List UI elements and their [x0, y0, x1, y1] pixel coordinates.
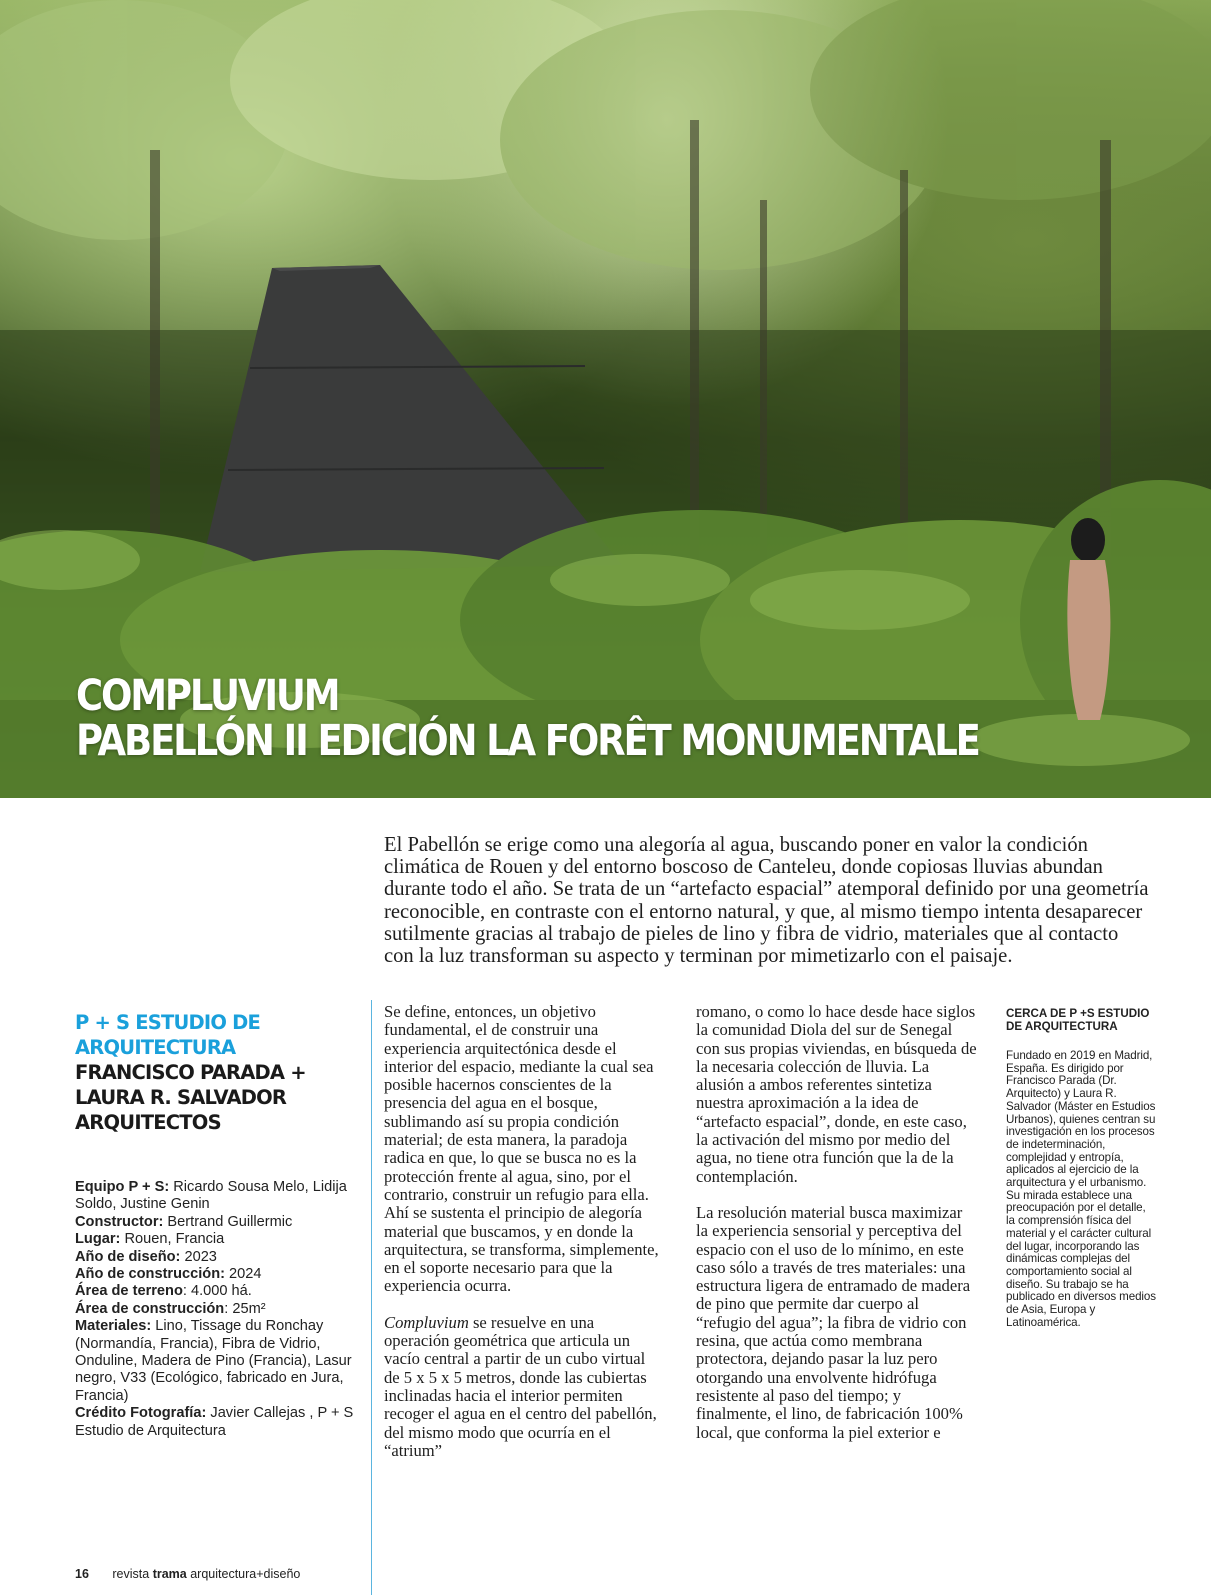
magazine-suffix: arquitectura+diseño	[190, 1567, 301, 1581]
credit-value: 2024	[225, 1266, 262, 1283]
credit-value: Rouen, Francia	[120, 1231, 225, 1248]
body-column-1	[384, 1003, 660, 1478]
credit-label: Lugar:	[75, 1231, 121, 1248]
credit-label: Equipo P + S:	[75, 1179, 170, 1195]
credit-value: Javier Callejas , P + S Estudio de Arquitectura	[75, 1405, 354, 1439]
page-footer	[75, 1567, 300, 1581]
title-line-2: PABELLÓN II EDICIÓN LA FORÊT MONUMENTALE	[76, 716, 979, 766]
credit-label: Año de construcción:	[75, 1266, 225, 1283]
intro-paragraph: El Pabellón se erige como una alegoría al agua, buscando poner en valor la condición climática de Rouen y del entorno boscoso de Canteleu, donde copiosas lluvias abundan durante todo el año. Se trata de un “artefacto espacial” atemporal definido por una geometría reconocible, en contraste con el entorno natural, y que, al mismo tiempo intenta desaparecer sutilmente gracias al trabajo de pieles de lino y fibra de vidrio, materiales que al contacto con la luz transforman su aspecto y terminan por mimetizarlo con el paisaje.	[384, 834, 1149, 968]
credit-row	[75, 1266, 365, 1283]
page-number: 16	[75, 1567, 89, 1581]
credit-value: Lino, Tissage du Ronchay (Normandía, Francia), Fibra de Vidrio, Onduline, Madera de Pino (Francia), Lasur negro, V33 (Ecológico, fabricado en Jura, Francia)	[75, 1318, 352, 1404]
article-title	[76, 671, 979, 766]
body-paragraph: Se define, entonces, un objetivo fundamental, el de construir una experiencia arquitectónica desde el interior del espacio, mediante la cual sea posible hacernos conscientes de la presencia del agua en el bosque, sublimando así su propia condición material; de esta manera, la paradoja radica en que, lo que se busca no es la protección frente al agua, sino, por el contrario, construir un refugio para ella. Ahí se sustenta el principio de alegoría material que buscamos, y en donde la arquitectura, se transforma, simplemente, en el soporte necesario para que la experiencia ocurra.	[384, 1002, 659, 1296]
credit-value: Ricardo Sousa Melo, Lidija Soldo, Justine Genin	[75, 1179, 347, 1213]
body-column-2	[696, 1003, 978, 1460]
title-line-1: COMPLUVIUM	[76, 671, 339, 721]
architects-name: FRANCISCO PARADA + LAURA R. SALVADOR ARQUITECTOS	[75, 1061, 306, 1134]
credit-row	[75, 1179, 365, 1214]
credit-label: Año de diseño:	[75, 1248, 181, 1265]
credit-value: 2023	[180, 1248, 217, 1265]
credit-value: Bertrand Guillermic	[163, 1213, 293, 1230]
credit-label: Materiales:	[75, 1318, 152, 1335]
studio-name: P + S ESTUDIO DE ARQUITECTURA	[75, 1011, 261, 1059]
credit-row	[75, 1249, 365, 1266]
bio-title: CERCA DE P +S ESTUDIO DE ARQUITECTURA	[1006, 1007, 1150, 1033]
credit-row	[75, 1283, 365, 1300]
project-sidebar	[75, 1010, 365, 1440]
credit-row	[75, 1405, 365, 1440]
credit-row	[75, 1231, 365, 1248]
credit-label: Constructor:	[75, 1213, 164, 1230]
credit-label: Crédito Fotografía:	[75, 1405, 207, 1422]
credit-label: Área de construcción	[75, 1300, 225, 1317]
studio-bio	[1006, 1008, 1156, 1329]
column-divider	[371, 1000, 372, 1595]
italic-project-name: Compluvium	[384, 1312, 469, 1332]
body-paragraph: La resolución material busca maximizar la experiencia sensorial y perceptiva del espacio con el uso de lo mínimo, en este caso sólo a través de tres materiales: una estructura ligera de entramado de madera de pino que permite dar cuerpo al “refugio del agua”; la fibra de vidrio con resina, que actúa como membrana protectora, dejando pasar la luz pero otorgando una envolvente hidrófuga resistente al paso del tiempo; y finalmente, el lino, de fabricación 100% local, que conforma la piel exterior e	[696, 1202, 971, 1442]
credit-row	[75, 1214, 365, 1231]
project-credits	[75, 1179, 365, 1440]
bio-text: Fundado en 2019 en Madrid, España. Es dirigido por Francisco Parada (Dr. Arquitecto) y Laura R. Salvador (Máster en Estudios Urbanos), quienes centran su investigación en los procesos de indeterminación, complejidad y entropía, aplicados al ejercicio de la arquitectura y el urbanismo. Su mirada establece una preocupación por el detalle, la comprensión física del material y el carácter cultural del lugar, incorporando las dinámicas complejas del comportamiento social al diseño. Su trabajo se ha publicado en diversos medios de Asia, Europa y Latinoamérica.	[1006, 1049, 1156, 1329]
credit-row	[75, 1318, 365, 1405]
magazine-prefix: revista	[112, 1567, 150, 1581]
body-paragraph: romano, o como lo hace desde hace siglos la comunidad Diola del sur de Senegal con sus propias viviendas, en búsqueda de la necesaria colección de lluvia. La alusión a ambos referentes sintetiza nuestra aproximación a la idea de “artefacto espacial”, donde, en este caso, la activación del mismo por medio del agua, no tiene otra función que la de la contemplación.	[696, 1002, 977, 1186]
body-paragraph	[384, 1314, 660, 1460]
credit-value: : 25m²	[224, 1300, 266, 1317]
body-text: se resuelve en una operación geométrica que articula un vacío central a partir de un cubo virtual de 5 x 5 x 5 metros, donde las cubiertas inclinadas hacia el interior permiten recoger el agua en el centro del pabellón, del mismo modo que ocurría en el “atrium”	[384, 1312, 657, 1460]
magazine-name: trama	[152, 1567, 187, 1581]
credit-row	[75, 1301, 365, 1318]
credit-value: : 4.000 há.	[182, 1283, 252, 1300]
credit-label: Área de terreno	[75, 1283, 183, 1300]
